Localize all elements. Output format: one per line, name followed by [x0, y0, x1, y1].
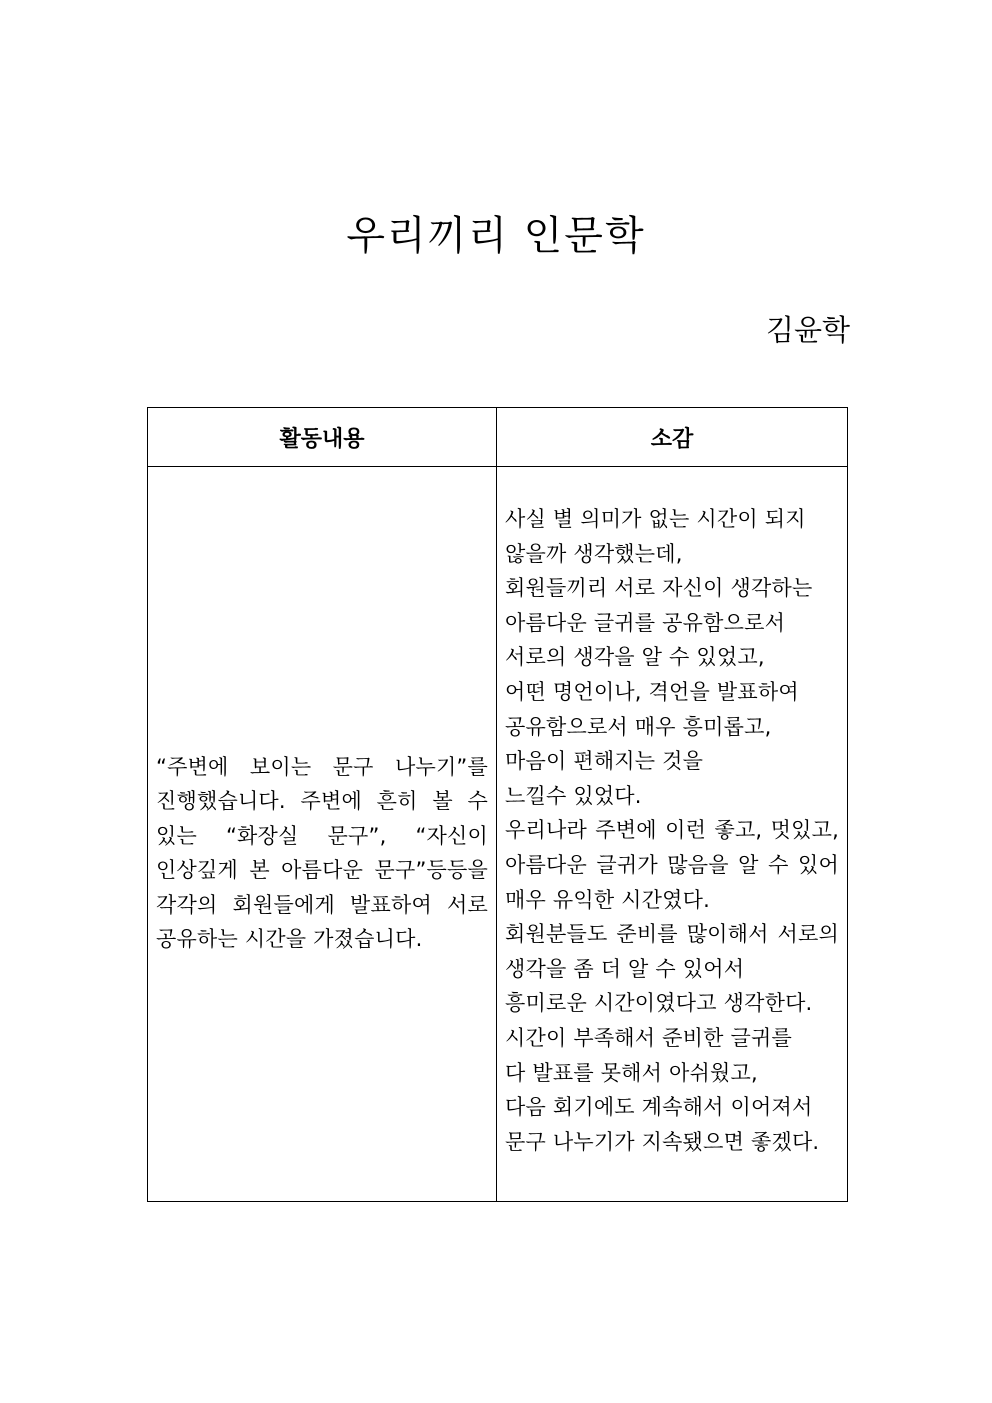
- impression-line: 공유함으로서 매우 흥미롭고,: [505, 714, 772, 739]
- header-impression: 소감: [497, 408, 848, 467]
- impression-line: 시간이 부족해서 준비한 글귀를: [505, 1025, 792, 1050]
- impression-line: 마음이 편해지는 것을: [505, 749, 704, 774]
- impression-line: 아름다운 글귀가 많음을 알 수 있어: [505, 852, 839, 877]
- impression-line: 흥미로운 시간이였다고 생각한다.: [505, 991, 813, 1016]
- document-title: 우리끼리 인문학: [346, 213, 646, 259]
- impression-line: 다음 회기에도 계속해서 이어져서: [505, 1095, 813, 1120]
- impression-cell: [497, 467, 848, 1202]
- activity-cell: [148, 467, 497, 1202]
- impression-line: 우리나라 주변에 이런 좋고, 멋있고,: [505, 818, 839, 843]
- impression-line: 다 발표를 못해서 아쉬웠고,: [505, 1060, 758, 1085]
- activity-text: “주변에 보이는 문구 나누기”를 진행했습니다. 주변에 흔히 볼 수 있는 “화장실 문구”, “자신이 인상깊게 본 아름다운 문구”등등을 각각의 회원들에게 발표하여 서로 공유하는 시간을 가졌습니다.: [156, 754, 488, 951]
- impression-line: 사실 별 의미가 없는 시간이 되지: [505, 507, 806, 531]
- impression-line: 매우 유익한 시간였다.: [505, 887, 710, 912]
- table-row: [148, 467, 848, 1202]
- impression-line: 회원분들도 준비를 많이해서 서로의: [505, 922, 839, 947]
- table-header-row: [148, 408, 848, 467]
- impression-line: 어떤 명언이나, 격언을 발표하여: [505, 679, 799, 704]
- impression-line: 느낄수 있었다.: [505, 783, 642, 808]
- impression-line: 아름다운 글귀를 공유함으로서: [505, 610, 786, 635]
- author-name: 김윤학: [765, 313, 850, 347]
- impression-line: 서로의 생각을 알 수 있었고,: [505, 645, 765, 670]
- impression-line: 회원들끼리 서로 자신이 생각하는: [505, 576, 813, 601]
- impression-line: 생각을 좀 더 알 수 있어서: [505, 956, 745, 981]
- header-activity: 활동내용: [148, 408, 497, 467]
- impression-line: 문구 나누기가 지속됐으면 좋겠다.: [505, 1129, 820, 1154]
- impression-text: [505, 502, 839, 1159]
- report-table: [147, 407, 848, 1202]
- impression-line: 않을까 생각했는데,: [505, 541, 683, 566]
